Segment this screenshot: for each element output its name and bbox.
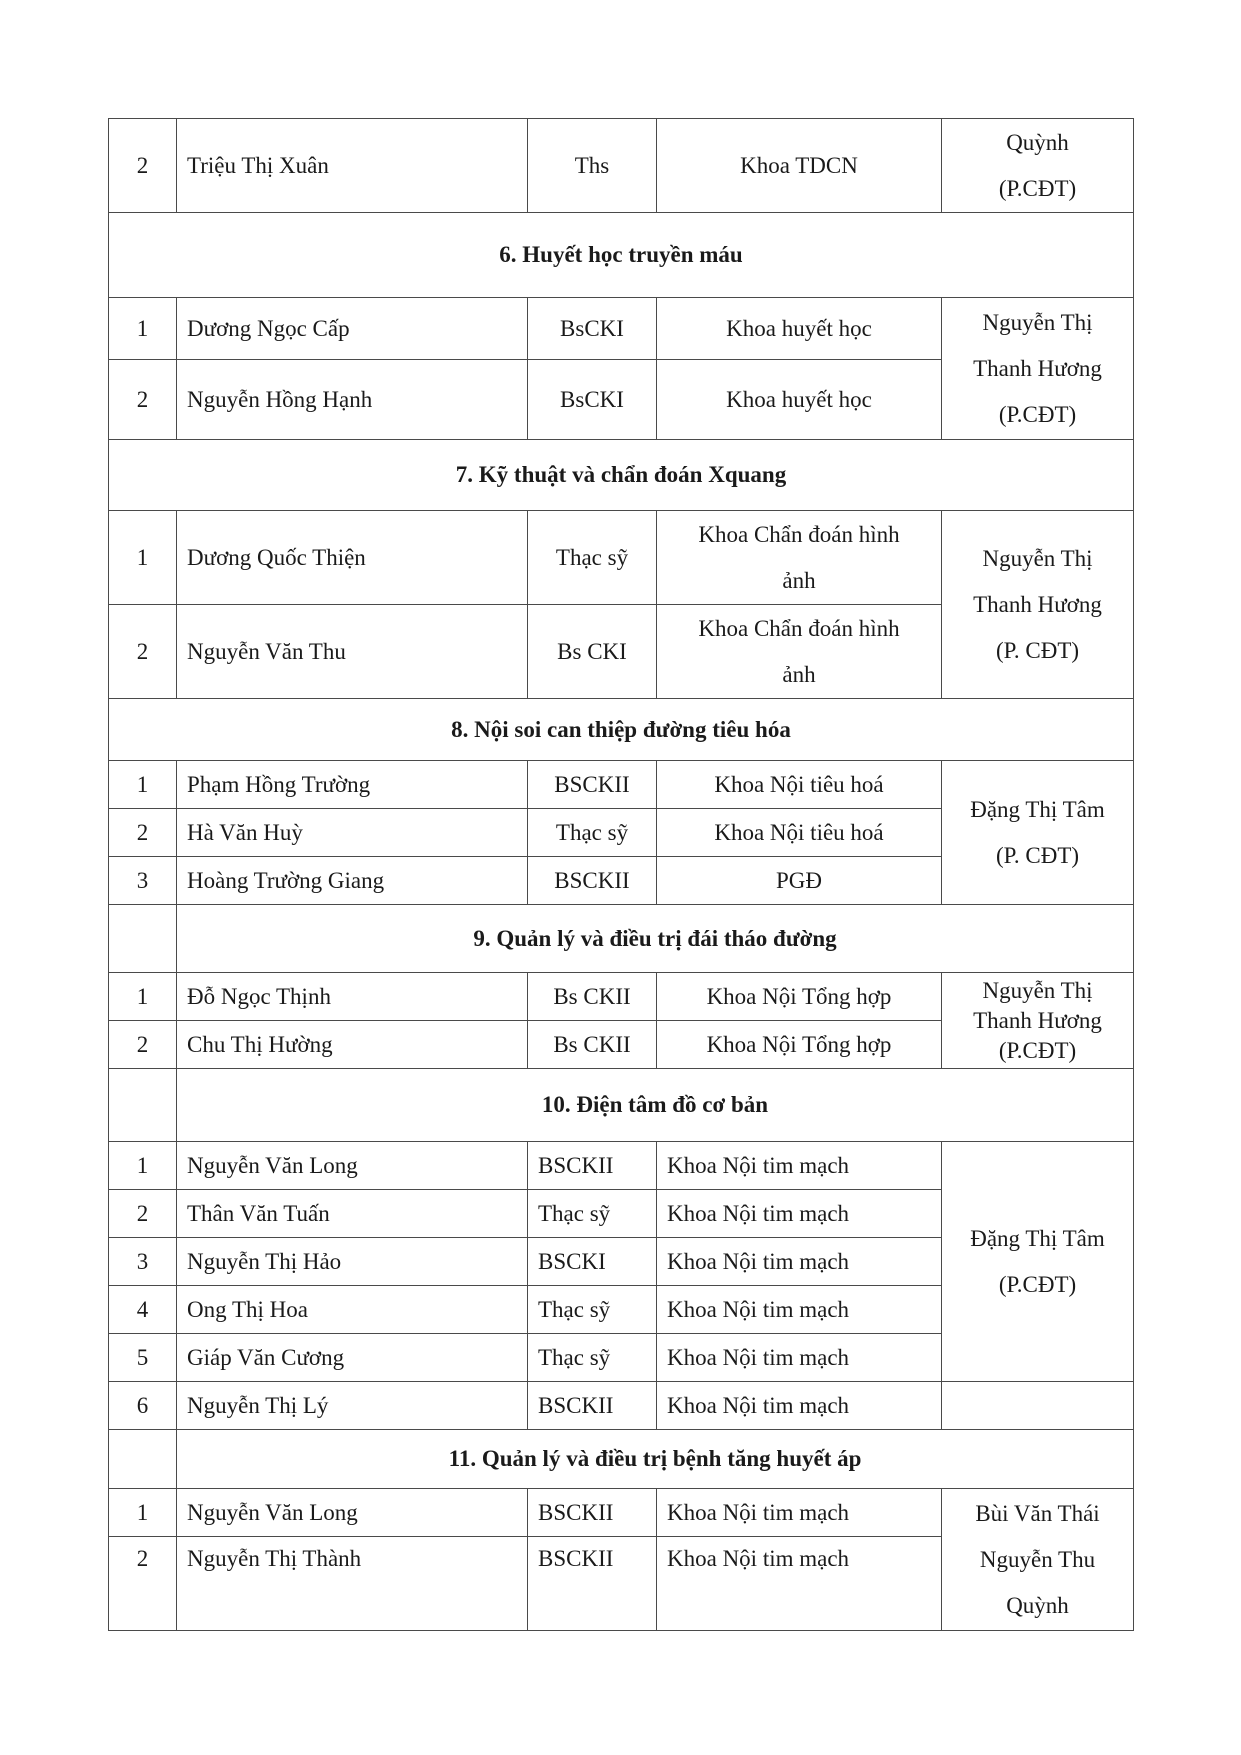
section-number-cell [109, 1430, 177, 1489]
degree: BSCKII [528, 1489, 657, 1537]
section-header-row [109, 905, 1134, 973]
supervisor-line: Thanh Hương [973, 591, 1102, 617]
section-number-cell [109, 905, 177, 973]
row-number: 2 [109, 1190, 177, 1238]
department: Khoa Nội Tổng hợp [657, 1021, 942, 1069]
row-number: 5 [109, 1334, 177, 1382]
supervisor-line: Nguyễn Thu [979, 1546, 1096, 1572]
department: Khoa Nội tim mạch [657, 1489, 942, 1537]
row-number: 2 [109, 119, 177, 213]
instructor-name: Hoàng Trường Giang [177, 857, 528, 905]
supervisor-line: Nguyễn Thị [982, 309, 1093, 335]
instructor-name: Dương Ngọc Cấp [177, 298, 528, 360]
supervisor [942, 761, 1134, 905]
degree: Bs CKI [528, 605, 657, 699]
instructor-name: Phạm Hồng Trường [177, 761, 528, 809]
section-title: 9. Quản lý và điều trị đái tháo đường [177, 905, 1134, 973]
department: Khoa Nội tiêu hoá [657, 809, 942, 857]
department-line: ảnh [782, 661, 816, 687]
section-title: 6. Huyết học truyền máu [109, 213, 1134, 298]
row-number: 1 [109, 1489, 177, 1537]
supervisor [942, 1142, 1134, 1382]
row-number: 2 [109, 809, 177, 857]
degree: Thạc sỹ [528, 1286, 657, 1334]
supervisor [942, 1382, 1134, 1430]
supervisor [942, 119, 1134, 213]
supervisor-line: (P. CĐT) [995, 842, 1080, 868]
degree: Bs CKII [528, 1021, 657, 1069]
instructor-name: Dương Quốc Thiện [177, 511, 528, 605]
department: Khoa huyết học [657, 360, 942, 440]
row-number: 3 [109, 1238, 177, 1286]
instructor-name: Nguyễn Văn Long [177, 1142, 528, 1190]
instructor-name: Đỗ Ngọc Thịnh [177, 973, 528, 1021]
row-number: 1 [109, 298, 177, 360]
table-row [109, 1489, 1134, 1537]
instructor-name: Nguyễn Thị Hảo [177, 1238, 528, 1286]
section-title: 10. Điện tâm đồ cơ bản [177, 1069, 1134, 1142]
instructor-name: Triệu Thị Xuân [177, 119, 528, 213]
section-header-row [109, 1069, 1134, 1142]
supervisor-line: (P.CĐT) [998, 401, 1077, 427]
department-line: Khoa Chẩn đoán hình [698, 521, 900, 547]
instructor-name: Ong Thị Hoa [177, 1286, 528, 1334]
row-number: 2 [109, 1537, 177, 1631]
table-row [109, 511, 1134, 605]
department-line: ảnh [782, 567, 816, 593]
supervisor-line: Thanh Hương [973, 355, 1102, 381]
degree: BSCKII [528, 1142, 657, 1190]
supervisor-line: Nguyễn Thị [982, 545, 1093, 571]
department [657, 511, 942, 605]
instructor-name: Nguyễn Hồng Hạnh [177, 360, 528, 440]
degree: Ths [528, 119, 657, 213]
section-header-row [109, 440, 1134, 511]
supervisor-line: Thanh Hương [973, 1007, 1102, 1033]
section-header-row [109, 1430, 1134, 1489]
supervisor [942, 973, 1134, 1069]
department: Khoa Nội tim mạch [657, 1190, 942, 1238]
row-number: 1 [109, 1142, 177, 1190]
instructor-name: Nguyễn Thị Thành [177, 1537, 528, 1631]
department [657, 605, 942, 699]
department: PGĐ [657, 857, 942, 905]
section-title: 11. Quản lý và điều trị bệnh tăng huyết áp [177, 1430, 1134, 1489]
degree: Thạc sỹ [528, 511, 657, 605]
degree: Bs CKII [528, 973, 657, 1021]
degree: BSCKII [528, 1382, 657, 1430]
supervisor-line: Quỳnh [1006, 129, 1069, 155]
instructor-name: Nguyễn Thị Lý [177, 1382, 528, 1430]
instructor-name: Giáp Văn Cương [177, 1334, 528, 1382]
degree: BSCKII [528, 857, 657, 905]
instructor-table [108, 118, 1134, 1631]
table-row [109, 1142, 1134, 1190]
supervisor-line: Đặng Thị Tâm [970, 796, 1105, 822]
row-number: 3 [109, 857, 177, 905]
department: Khoa Nội tim mạch [657, 1334, 942, 1382]
section-header-row [109, 699, 1134, 761]
instructor-name: Thân Văn Tuấn [177, 1190, 528, 1238]
supervisor-line: Đặng Thị Tâm [970, 1225, 1105, 1251]
instructor-name: Chu Thị Hường [177, 1021, 528, 1069]
degree: BSCKI [528, 1238, 657, 1286]
row-number: 2 [109, 605, 177, 699]
degree: BSCKII [528, 761, 657, 809]
supervisor-line: (P.CĐT) [998, 1037, 1077, 1063]
supervisor-line: Bùi Văn Thái [975, 1500, 1100, 1526]
degree: BsCKI [528, 360, 657, 440]
supervisor-line: (P. CĐT) [995, 637, 1080, 663]
degree: Thạc sỹ [528, 1190, 657, 1238]
row-number: 2 [109, 1021, 177, 1069]
instructor-name: Nguyễn Văn Long [177, 1489, 528, 1537]
degree: BSCKII [528, 1537, 657, 1631]
supervisor-line: Quỳnh [1006, 1592, 1069, 1618]
row-number: 1 [109, 511, 177, 605]
row-number: 4 [109, 1286, 177, 1334]
department: Khoa TDCN [657, 119, 942, 213]
instructor-name: Nguyễn Văn Thu [177, 605, 528, 699]
section-title: 8. Nội soi can thiệp đường tiêu hóa [109, 699, 1134, 761]
section-header-row [109, 213, 1134, 298]
section-title: 7. Kỹ thuật và chẩn đoán Xquang [109, 440, 1134, 511]
supervisor [942, 298, 1134, 440]
section-number-cell [109, 1069, 177, 1142]
degree: Thạc sỹ [528, 809, 657, 857]
department: Khoa Nội tim mạch [657, 1382, 942, 1430]
instructor-name: Hà Văn Huỳ [177, 809, 528, 857]
department: Khoa Nội Tổng hợp [657, 973, 942, 1021]
supervisor-line: (P.CĐT) [998, 175, 1077, 201]
row-number: 2 [109, 360, 177, 440]
department: Khoa Nội tim mạch [657, 1537, 942, 1631]
row-number: 1 [109, 761, 177, 809]
supervisor-line: (P.CĐT) [998, 1271, 1077, 1297]
supervisor-line: Nguyễn Thị [982, 977, 1093, 1003]
department: Khoa Nội tim mạch [657, 1286, 942, 1334]
degree: BsCKI [528, 298, 657, 360]
department: Khoa Nội tim mạch [657, 1238, 942, 1286]
supervisor [942, 511, 1134, 699]
table-row [109, 298, 1134, 360]
table-row [109, 1382, 1134, 1430]
department-line: Khoa Chẩn đoán hình [698, 615, 900, 641]
department: Khoa Nội tim mạch [657, 1142, 942, 1190]
supervisor [942, 1489, 1134, 1631]
row-number: 6 [109, 1382, 177, 1430]
department: Khoa huyết học [657, 298, 942, 360]
table-row [109, 761, 1134, 809]
row-number: 1 [109, 973, 177, 1021]
table-row [109, 119, 1134, 213]
table-row [109, 973, 1134, 1021]
department: Khoa Nội tiêu hoá [657, 761, 942, 809]
degree: Thạc sỹ [528, 1334, 657, 1382]
